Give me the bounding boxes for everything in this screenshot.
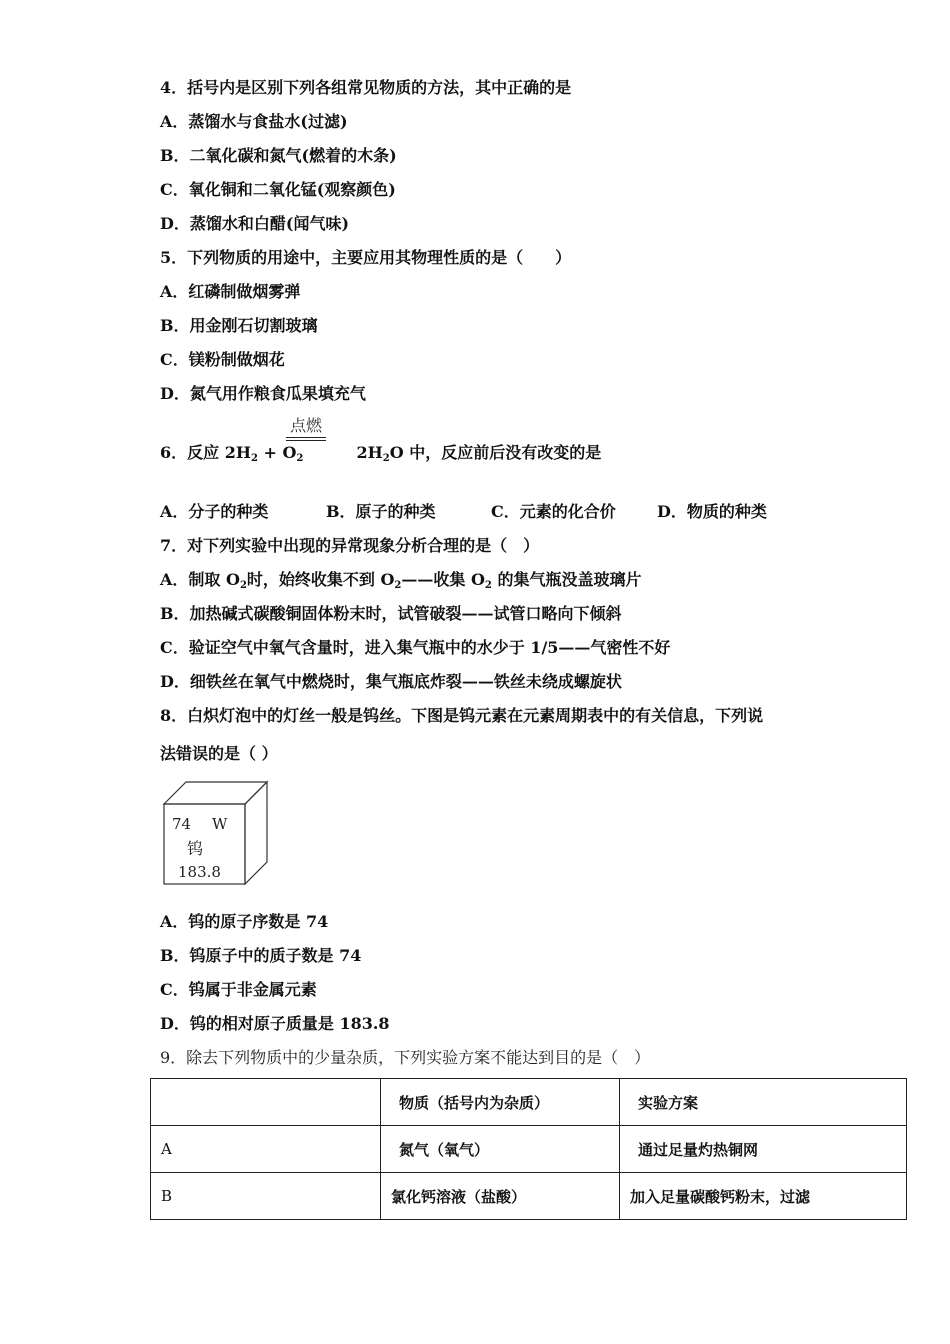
q7-option-b: B．加热碱式碳酸铜固体粉末时，试管破裂——试管口略向下倾斜	[160, 604, 622, 623]
header-cell: 物质（括号内为杂质）	[381, 1079, 620, 1126]
q9-stem: 9．除去下列物质中的少量杂质，下列实验方案不能达到目的是（ ）	[160, 1048, 651, 1067]
element-name: 钨	[187, 839, 204, 858]
cell-side-face	[245, 782, 267, 884]
q6-option-b: B．原子的种类	[326, 502, 436, 521]
atomic-mass: 183.8	[178, 863, 221, 881]
q5-option-d: D．氮气用作粮食瓜果填充气	[160, 384, 366, 403]
header-cell: 实验方案	[620, 1079, 907, 1126]
equals-sign	[286, 437, 326, 441]
q6-stem: 6．反应 $2H_2 + O_2$ $2H_2O$ 中，反应前后没有改变的是	[160, 443, 602, 464]
q8-option-d: D．钨的相对原子质量是 183.8	[160, 1014, 390, 1033]
method-cell: 通过足量灼热铜网	[620, 1126, 907, 1173]
table-header-row	[151, 1079, 907, 1126]
element-symbol: W	[212, 815, 228, 833]
q6-option-d: D．物质的种类	[657, 502, 767, 521]
q8-option-a: A．钨的原子序数是 74	[160, 912, 329, 931]
q6-option-c: C．元素的化合价	[491, 502, 616, 521]
substance-cell: 氯化钙溶液（盐酸）	[381, 1173, 620, 1220]
q5-stem: 5．下列物质的用途中，主要应用其物理性质的是（ ）	[160, 248, 572, 267]
cell-top-face	[164, 782, 267, 804]
q5-option-a: A．红磷制做烟雾弹	[160, 282, 301, 301]
q8-option-b: B．钨原子中的质子数是 74	[160, 946, 362, 965]
q8-option-c: C．钨属于非金属元素	[160, 980, 317, 999]
q9-table	[150, 1078, 907, 1220]
q4-option-a: A．蒸馏水与食盐水(过滤)	[160, 112, 348, 131]
table-row	[151, 1173, 907, 1220]
q4-option-d: D．蒸馏水和白醋(闻气味)	[160, 214, 350, 233]
reaction-condition-arrow	[286, 416, 326, 441]
periodic-element-cell	[160, 778, 272, 886]
q7-option-d: D．细铁丝在氧气中燃烧时，集气瓶底炸裂——铁丝未绕成螺旋状	[160, 672, 622, 691]
row-label: A	[151, 1126, 381, 1173]
q7-option-a: A．制取 $O_2$时，始终收集不到 $O_2——$收集 $O_2$ 的集气瓶没盖玻璃片	[160, 570, 642, 591]
header-cell	[151, 1079, 381, 1126]
q5-option-c: C．镁粉制做烟花	[160, 350, 285, 369]
q7-option-c: C．验证空气中氧气含量时，进入集气瓶中的水少于 1/5——气密性不好	[160, 638, 671, 657]
row-label: B	[151, 1173, 381, 1220]
atomic-number: 74	[172, 815, 192, 833]
reaction-condition: 点燃	[289, 416, 322, 435]
substance-cell: 氮气（氧气）	[381, 1126, 620, 1173]
q4-stem: 4．括号内是区别下列各组常见物质的方法，其中正确的是	[160, 78, 572, 97]
method-cell: 加入足量碳酸钙粉末，过滤	[620, 1173, 907, 1220]
q8-stem-line1: 8．白炽灯泡中的灯丝一般是钨丝。下图是钨元素在元素周期表中的有关信息，下列说	[160, 706, 764, 725]
q7-stem: 7．对下列实验中出现的异常现象分析合理的是（ ）	[160, 536, 540, 555]
table-row	[151, 1126, 907, 1173]
q4-option-b: B．二氧化碳和氮气(燃着的木条)	[160, 146, 397, 165]
q8-stem-line2: 法错误的是（ ）	[160, 744, 278, 763]
q6-option-a: A．分子的种类	[160, 502, 269, 521]
q4-option-c: C．氧化铜和二氧化锰(观察颜色)	[160, 180, 396, 199]
q5-option-b: B．用金刚石切割玻璃	[160, 316, 318, 335]
